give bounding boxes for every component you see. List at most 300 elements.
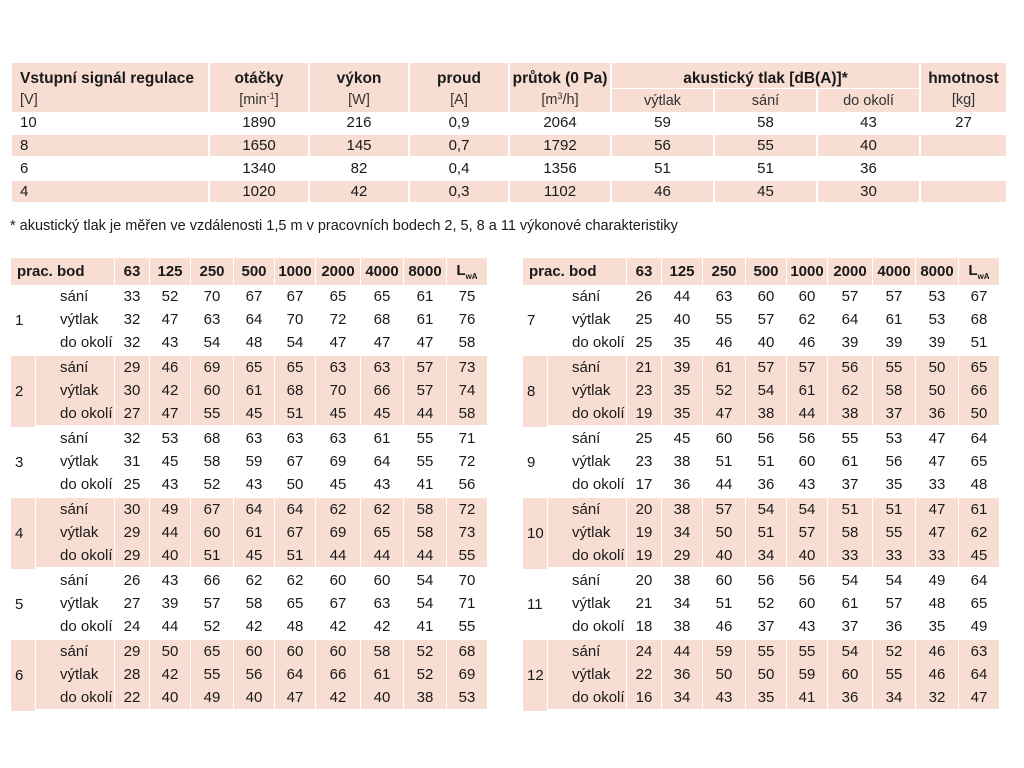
table-cell: 57 <box>873 285 915 308</box>
table-cell: 29 <box>662 544 702 569</box>
table-cell: 66 <box>959 379 999 402</box>
table-cell: 63 <box>275 427 315 450</box>
measurement-location: do okolí <box>548 331 626 356</box>
table-cell <box>921 158 1006 181</box>
work-point-number: 2 <box>11 356 35 427</box>
subheader-suction: sání <box>715 88 816 112</box>
table-cell: 56 <box>787 569 827 592</box>
table-cell: 55 <box>715 135 816 158</box>
table-cell: 41 <box>787 686 827 711</box>
table-cell: 57 <box>746 356 786 379</box>
header-frequency: 8000 <box>916 258 958 285</box>
table-cell: 35 <box>662 379 702 402</box>
table-cell: 47 <box>916 521 958 544</box>
work-point-number: 5 <box>11 569 35 640</box>
table-cell: 53 <box>916 308 958 331</box>
table-cell: 43 <box>787 473 827 498</box>
table-cell: 51 <box>612 158 713 181</box>
table-cell: 58 <box>191 450 233 473</box>
table-cell: 52 <box>703 379 745 402</box>
table-cell: 43 <box>787 615 827 640</box>
lwa-subscript: wA <box>465 272 478 281</box>
table-cell: 44 <box>150 615 190 640</box>
table-cell: 45 <box>234 544 274 569</box>
table-cell: 53 <box>916 285 958 308</box>
table-cell: 67 <box>275 450 315 473</box>
measurement-location: do okolí <box>548 544 626 569</box>
table-cell: 40 <box>787 544 827 569</box>
header-frequency: 250 <box>191 258 233 285</box>
table-cell: 53 <box>873 427 915 450</box>
table-cell: 2064 <box>510 112 610 135</box>
table-cell: 57 <box>787 356 827 379</box>
table-cell: 44 <box>787 402 827 427</box>
table-cell: 60 <box>703 427 745 450</box>
table-cell: 61 <box>361 427 403 450</box>
table-cell: 33 <box>916 544 958 569</box>
table-cell: 60 <box>828 663 872 686</box>
table-cell: 51 <box>703 450 745 473</box>
table-row <box>11 285 487 308</box>
table-cell: 51 <box>746 450 786 473</box>
table-cell: 39 <box>828 331 872 356</box>
table-cell: 57 <box>828 285 872 308</box>
header-frequency: 125 <box>662 258 702 285</box>
table-cell: 45 <box>316 473 360 498</box>
table-cell: 72 <box>447 450 487 473</box>
table-cell: 42 <box>316 686 360 711</box>
table-cell: 27 <box>921 112 1006 135</box>
table-cell: 70 <box>316 379 360 402</box>
table-row <box>523 379 999 402</box>
table-cell: 44 <box>150 521 190 544</box>
table-cell: 67 <box>191 498 233 521</box>
table-cell: 52 <box>191 615 233 640</box>
table-cell: 57 <box>404 356 446 379</box>
work-point-number: 7 <box>523 285 547 356</box>
table-cell: 39 <box>662 356 702 379</box>
table-cell: 47 <box>916 427 958 450</box>
table-cell: 29 <box>115 356 149 379</box>
table-cell: 35 <box>746 686 786 711</box>
table-cell: 51 <box>715 158 816 181</box>
table-cell: 60 <box>787 592 827 615</box>
table-cell: 62 <box>316 498 360 521</box>
table-cell: 74 <box>447 379 487 402</box>
measurement-location: do okolí <box>548 615 626 640</box>
measurement-location: do okolí <box>36 331 114 356</box>
table-cell: 47 <box>916 450 958 473</box>
table-cell: 54 <box>191 331 233 356</box>
measurement-location: sání <box>36 356 114 379</box>
table-cell: 43 <box>703 686 745 711</box>
table-cell: 52 <box>873 640 915 663</box>
table-cell: 62 <box>787 308 827 331</box>
table-cell: 48 <box>959 473 999 498</box>
header-work-point: prac. bod <box>11 258 114 285</box>
table-cell: 47 <box>703 402 745 427</box>
table-cell: 28 <box>115 663 149 686</box>
table-cell: 47 <box>150 308 190 331</box>
table-cell: 63 <box>703 285 745 308</box>
table-cell <box>921 181 1006 204</box>
table-row <box>523 473 999 498</box>
table-cell: 6 <box>12 158 208 181</box>
table-cell: 39 <box>873 331 915 356</box>
table-cell: 61 <box>828 592 872 615</box>
table-cell: 17 <box>627 473 661 498</box>
header-lwa <box>959 258 999 285</box>
table-row <box>11 379 487 402</box>
table-row <box>11 544 487 569</box>
table-cell: 40 <box>361 686 403 711</box>
work-point-number: 8 <box>523 356 547 427</box>
header-frequency: 250 <box>703 258 745 285</box>
table-cell: 55 <box>873 663 915 686</box>
table-cell: 55 <box>746 640 786 663</box>
table-row <box>11 308 487 331</box>
table-cell: 43 <box>361 473 403 498</box>
table-cell: 41 <box>404 473 446 498</box>
table-cell: 59 <box>703 640 745 663</box>
table-cell: 38 <box>662 450 702 473</box>
table-cell: 38 <box>662 615 702 640</box>
table-cell: 45 <box>316 402 360 427</box>
unit-rpm: $[\min^{-1}]$ <box>210 88 308 112</box>
unit-watt: [W] <box>310 88 408 112</box>
header-frequency: 4000 <box>361 258 403 285</box>
table-cell: 46 <box>703 615 745 640</box>
table-row <box>11 427 487 450</box>
table-cell: 50 <box>916 356 958 379</box>
header-frequency: 500 <box>746 258 786 285</box>
table-row <box>11 640 487 663</box>
table-row <box>11 663 487 686</box>
header-speed: otáčky <box>210 63 308 88</box>
table-cell: 50 <box>703 521 745 544</box>
table-cell: 73 <box>447 521 487 544</box>
table-cell: 61 <box>703 356 745 379</box>
table-cell: 39 <box>150 592 190 615</box>
table-cell: 26 <box>115 569 149 592</box>
table-cell: 1020 <box>210 181 308 204</box>
unit-m3h: $[m^3/h]$ <box>510 88 610 112</box>
table-cell: 24 <box>115 615 149 640</box>
table-row <box>523 356 999 379</box>
table-cell: 60 <box>703 569 745 592</box>
table-cell: 45 <box>234 402 274 427</box>
table-cell: 69 <box>316 450 360 473</box>
header-weight: hmotnost <box>921 63 1006 88</box>
table-cell: 57 <box>703 498 745 521</box>
table-cell: 32 <box>916 686 958 711</box>
table-cell: 51 <box>873 498 915 521</box>
table-cell: 37 <box>828 473 872 498</box>
table-cell: 47 <box>959 686 999 711</box>
table-cell: 65 <box>191 640 233 663</box>
table-cell: 1890 <box>210 112 308 135</box>
measurement-location: sání <box>36 285 114 308</box>
table-cell: 65 <box>234 356 274 379</box>
measurement-location: výtlak <box>36 379 114 402</box>
table-cell: 48 <box>916 592 958 615</box>
header-power: výkon <box>310 63 408 88</box>
table-cell: 38 <box>662 498 702 521</box>
measurement-location: do okolí <box>548 686 626 711</box>
table-row <box>523 615 999 640</box>
table-cell: 63 <box>316 427 360 450</box>
table-cell: 47 <box>404 331 446 356</box>
table-cell: 19 <box>627 521 661 544</box>
measurement-location: sání <box>548 356 626 379</box>
table-cell: 44 <box>662 640 702 663</box>
table-cell: 55 <box>447 615 487 640</box>
table-cell: 57 <box>873 592 915 615</box>
table-cell: 47 <box>361 331 403 356</box>
table-row <box>523 569 999 592</box>
measurement-location: výtlak <box>548 592 626 615</box>
subheader-surroundings: do okolí <box>818 88 919 112</box>
work-point-number: 3 <box>11 427 35 498</box>
table-cell: 25 <box>627 331 661 356</box>
table-cell: 34 <box>746 544 786 569</box>
table-cell: 51 <box>275 402 315 427</box>
unit-volt: [V] <box>12 88 208 112</box>
table-row <box>523 521 999 544</box>
measurement-location: do okolí <box>36 473 114 498</box>
table-cell: 42 <box>150 663 190 686</box>
table-cell: 54 <box>746 379 786 402</box>
table-cell: 216 <box>310 112 408 135</box>
table-cell: 51 <box>828 498 872 521</box>
table-row <box>11 615 487 640</box>
table-cell: 33 <box>115 285 149 308</box>
table-row <box>11 686 487 711</box>
table-cell: 60 <box>191 521 233 544</box>
table-cell: 58 <box>404 498 446 521</box>
table-cell: 51 <box>191 544 233 569</box>
table-cell: 36 <box>662 663 702 686</box>
work-point-number: 10 <box>523 498 547 569</box>
table-cell: 64 <box>361 450 403 473</box>
table-cell: 60 <box>316 640 360 663</box>
table-cell: 54 <box>873 569 915 592</box>
table-cell: 46 <box>612 181 713 204</box>
table-cell: 44 <box>316 544 360 569</box>
table-cell: 20 <box>627 498 661 521</box>
table-row <box>12 158 1006 181</box>
table-cell: 38 <box>746 402 786 427</box>
table-cell: 55 <box>191 402 233 427</box>
header-frequency: 63 <box>627 258 661 285</box>
table-cell: 62 <box>275 569 315 592</box>
measurement-location: sání <box>36 498 114 521</box>
table-cell: 76 <box>447 308 487 331</box>
table-cell: 27 <box>115 402 149 427</box>
table-cell: 82 <box>310 158 408 181</box>
table-cell: 64 <box>234 498 274 521</box>
table-cell: 55 <box>873 356 915 379</box>
table-cell: 63 <box>959 640 999 663</box>
table-row <box>523 285 999 308</box>
unit-ampere: [A] <box>410 88 508 112</box>
table-cell: 63 <box>316 356 360 379</box>
table-cell: 31 <box>115 450 149 473</box>
table-cell: 26 <box>627 285 661 308</box>
table-cell: 55 <box>404 427 446 450</box>
table-row <box>11 498 487 521</box>
table-cell: 68 <box>361 308 403 331</box>
lwa-symbol: L <box>456 262 466 279</box>
table-cell: 63 <box>191 308 233 331</box>
header-frequency: 125 <box>150 258 190 285</box>
table-cell: 42 <box>310 181 408 204</box>
table-cell: 60 <box>787 450 827 473</box>
footnote: * akustický tlak je měřen ve vzdálenosti 1,5 m v pracovních bodech 2, 5, 8 a 11 výkonové charakteristiky <box>10 218 678 234</box>
table-row <box>11 592 487 615</box>
table-cell: 60 <box>746 285 786 308</box>
table-cell: 22 <box>115 686 149 711</box>
table-cell: 37 <box>828 615 872 640</box>
table-cell: 36 <box>662 473 702 498</box>
table-cell: 56 <box>828 356 872 379</box>
table-cell: 69 <box>316 521 360 544</box>
octave-table-left <box>10 258 488 711</box>
table-cell: 34 <box>662 686 702 711</box>
table-cell: 54 <box>746 498 786 521</box>
table-cell: 0,9 <box>410 112 508 135</box>
table-cell: 24 <box>627 640 661 663</box>
table-cell: 51 <box>275 544 315 569</box>
table-cell: 40 <box>662 308 702 331</box>
table-cell: 42 <box>316 615 360 640</box>
header-frequency: 2000 <box>828 258 872 285</box>
table-cell: 56 <box>612 135 713 158</box>
table-cell: 65 <box>275 592 315 615</box>
table-row <box>12 181 1006 204</box>
measurement-location: sání <box>548 285 626 308</box>
table-cell: 62 <box>234 569 274 592</box>
table-cell: 42 <box>361 615 403 640</box>
table-cell: 73 <box>447 356 487 379</box>
table-cell: 53 <box>447 686 487 711</box>
table-cell: 54 <box>828 569 872 592</box>
table-cell: 30 <box>115 379 149 402</box>
table-cell: 47 <box>916 498 958 521</box>
table-cell: 48 <box>234 331 274 356</box>
table-cell: 0,3 <box>410 181 508 204</box>
work-point-number: 12 <box>523 640 547 711</box>
header-sound-pressure: akustický tlak [dB(A)]* <box>612 63 919 88</box>
table-cell: 52 <box>404 640 446 663</box>
table-cell: 10 <box>12 112 208 135</box>
header-work-point: prac. bod <box>523 258 626 285</box>
table-cell: 43 <box>818 112 919 135</box>
measurement-location: výtlak <box>36 521 114 544</box>
table-cell: 55 <box>828 427 872 450</box>
table-cell: 67 <box>234 285 274 308</box>
table-cell: 57 <box>404 379 446 402</box>
table-cell: 46 <box>150 356 190 379</box>
table-cell: 54 <box>404 569 446 592</box>
header-frequency: 1000 <box>787 258 827 285</box>
table-cell: 40 <box>703 544 745 569</box>
table-cell: 41 <box>404 615 446 640</box>
table-cell: 51 <box>959 331 999 356</box>
work-point-number: 6 <box>11 640 35 711</box>
table-cell: 33 <box>828 544 872 569</box>
table-cell: 33 <box>873 544 915 569</box>
table-cell: 55 <box>191 663 233 686</box>
table-row <box>523 592 999 615</box>
table-cell: 59 <box>787 663 827 686</box>
table-row <box>11 356 487 379</box>
table-cell: 36 <box>916 402 958 427</box>
table-cell: 52 <box>150 285 190 308</box>
table-cell: 58 <box>715 112 816 135</box>
table-cell: 61 <box>959 498 999 521</box>
table-cell: 59 <box>612 112 713 135</box>
measurement-location: sání <box>36 427 114 450</box>
table-cell: 55 <box>787 640 827 663</box>
table-cell: 56 <box>746 427 786 450</box>
table-cell: 61 <box>361 663 403 686</box>
table-cell: 37 <box>746 615 786 640</box>
table-cell: 61 <box>873 308 915 331</box>
table-cell: 64 <box>959 663 999 686</box>
table-cell: 56 <box>447 473 487 498</box>
table-cell: 54 <box>787 498 827 521</box>
measurement-location: výtlak <box>36 663 114 686</box>
table-cell: 65 <box>361 285 403 308</box>
table-cell: 40 <box>818 135 919 158</box>
table-row <box>523 663 999 686</box>
table-cell: 1650 <box>210 135 308 158</box>
table-cell: 65 <box>316 285 360 308</box>
table-row <box>11 473 487 498</box>
table-cell: 65 <box>959 592 999 615</box>
table-cell: 70 <box>191 285 233 308</box>
table-cell: 47 <box>275 686 315 711</box>
table-cell: 52 <box>404 663 446 686</box>
table-cell: 39 <box>916 331 958 356</box>
table-cell: 36 <box>818 158 919 181</box>
table-row <box>11 521 487 544</box>
header-frequency: 4000 <box>873 258 915 285</box>
measurement-location: výtlak <box>548 308 626 331</box>
table-row <box>523 544 999 569</box>
table-cell: 44 <box>404 544 446 569</box>
table-cell: 68 <box>191 427 233 450</box>
table-cell: 66 <box>316 663 360 686</box>
table-cell: 55 <box>873 521 915 544</box>
table-cell: 46 <box>916 663 958 686</box>
table-cell: 33 <box>916 473 958 498</box>
octave-table-right <box>522 258 1000 711</box>
table-cell: 0,7 <box>410 135 508 158</box>
table-cell: 0,4 <box>410 158 508 181</box>
table-cell: 52 <box>191 473 233 498</box>
table-cell: 70 <box>447 569 487 592</box>
table-cell: 57 <box>787 521 827 544</box>
work-point-number: 4 <box>11 498 35 569</box>
table-cell: 57 <box>746 308 786 331</box>
table-cell: 70 <box>275 308 315 331</box>
table-cell: 25 <box>627 427 661 450</box>
table-cell: 60 <box>275 640 315 663</box>
table-cell: 66 <box>191 569 233 592</box>
table-cell: 58 <box>404 521 446 544</box>
